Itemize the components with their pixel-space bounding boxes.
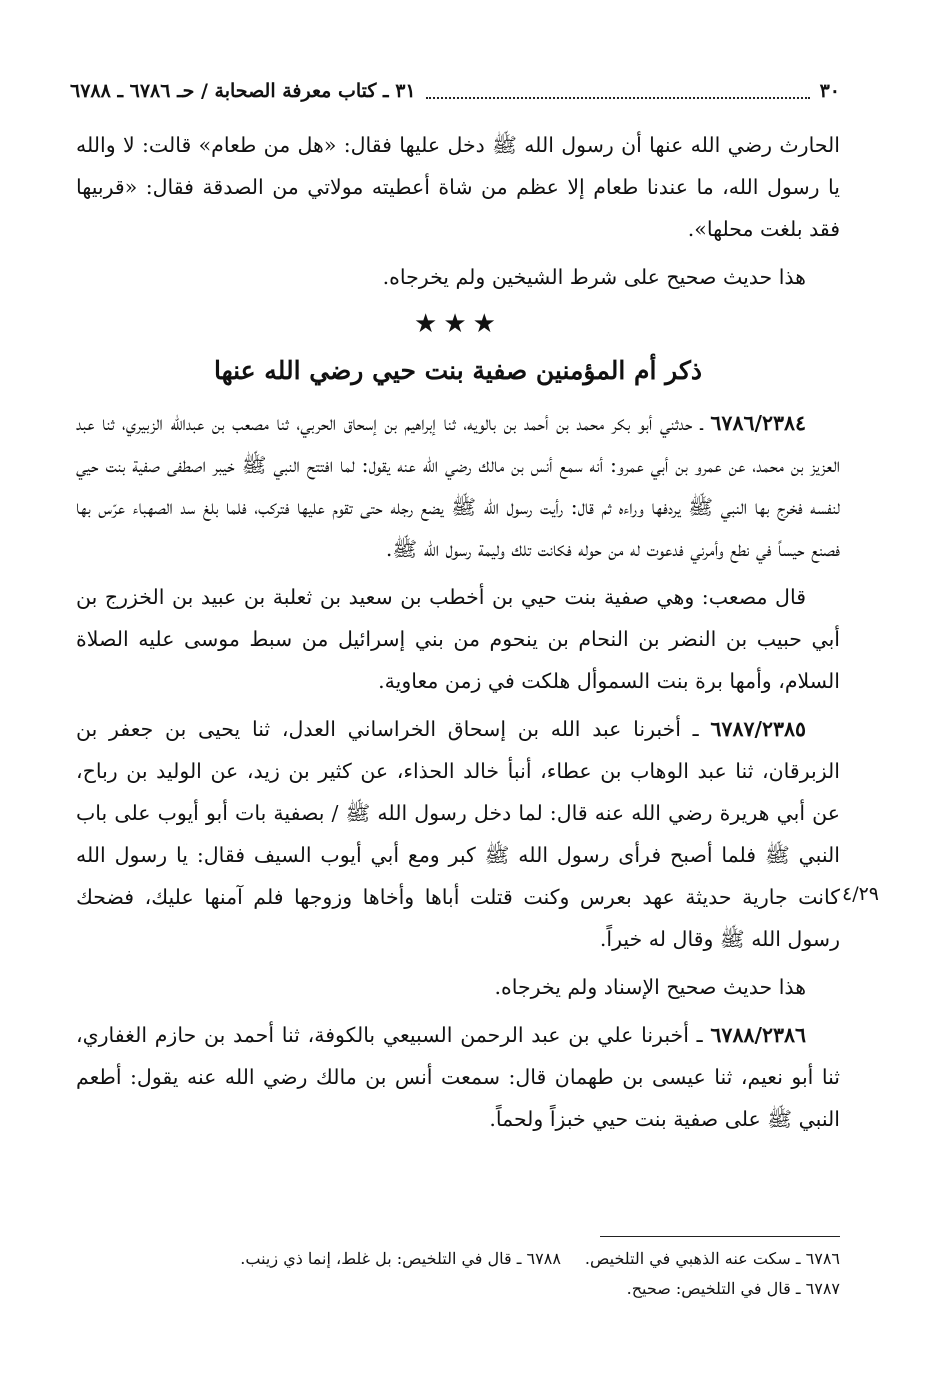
hadith-text: ـ حدثني أبو بكر محمد بن أحمد بن بالويه، ثنا إبراهيم بن إسحاق الحربي، ثنا مصعب بن عبدالله الزبيري، ثنا عبد العزيز بن محمد، عن عمرو بن أبي عمرو: أنه سمع أنس بن مالك رضي الله عنه يقول: لما افتتح النبي ﷺ خيبر اصطفى صفية بنت حيي لنفسه فخرج بها النبي ﷺ يردفها وراءه ثم قال: رأيت رسول الله ﷺ يضع رجله حتى تقوم عليها فتركب، فلما بلغ سد الصهباء عرّس بها فصنع حيساً في نطع وأمرني فدعوت له من حوله فكانت تلك وليمة رسول الله ﷺ. [76,411,840,561]
hadith-6786 [76,402,840,570]
footnote-6786: ٦٧٨٦ ـ سكت عنه الذهبي في التلخيص. [584,1249,840,1268]
marginal-volume-reference: ٤/٢٩ [842,883,880,905]
footnote-divider [600,1236,840,1237]
hadith-text: ـ أخبرنا عبد الله بن إسحاق الخراساني العدل، ثنا يحيى بن جعفر بن الزبرقان، ثنا عبد الوهاب بن عطاء، أنبأ خالد الحذاء، عن كثير بن زيد، عن الوليد بن رباح، عن أبي هريرة رضي الله عنه قال: لما دخل رسول الله ﷺ / بصفية بات أبو أيوب على باب النبي ﷺ فلما أصبح فرأى رسول الله ﷺ كبر ومع أبي أيوب السيف فقال: يا رسول الله كانت جارية حديثة عهد بعرس وكنت قتلت أباها وأخاها وزوجها فلم آمنها عليك، فضحك رسول الله ﷺ وقال له خيراً. [76,717,840,951]
grading-statement: هذا حديث صحيح الإسناد ولم يخرجاه. [494,975,806,999]
hadith-number: ٦٧٨٨/٢٣٨٦ [710,1023,806,1047]
footnotes [76,1244,840,1304]
continuation-paragraph: الحارث رضي الله عنها أن رسول الله ﷺ دخل عليها فقال: «هل من طعام» قالت: لا والله يا رسول الله، ما عندنا طعام إلا عظم من شاة أعطيته مولاتي من الصدقة فقال: «قربيها فقد بلغت محلها». [76,133,840,241]
page-header [70,74,840,108]
hadith-number: ٦٧٨٦/٢٣٨٤ [710,411,806,435]
mus-ab-lineage-note: قال مصعب: وهي صفية بنت حيي بن أخطب بن سعيد بن ثعلبة بن عبيد بن الخزرج بن أبي حبيب بن النضر بن النحام بن ينحوم من بني إسرائيل من سبط موسى عليه الصلاة السلام، وأمها برة بنت السموأل هلكت في زمن معاوية. [76,585,840,693]
footnote-6788: ٦٧٨٨ ـ قال في التلخيص: بل غلط، إنما ذي زينب. [240,1249,561,1268]
hadith-text: ـ أخبرنا علي بن عبد الرحمن السبيعي بالكوفة، ثنا أحمد بن حازم الغفاري، ثنا أبو نعيم، ثنا عيسى بن طهمان قال: سمعت أنس بن مالك رضي الله عنه يقول: أطعم النبي ﷺ على صفية بنت حيي خبزاً ولحماً. [76,1023,840,1131]
hadith-6788 [76,1014,840,1140]
hadith-number: ٦٧٨٧/٢٣٨٥ [710,717,806,741]
main-text [76,124,840,1146]
running-title: ٣١ ـ كتاب معرفة الصحابة / حـ ٦٧٨٦ ـ ٦٧٨٨ [70,80,416,102]
page-number: ٣٠ [819,80,840,102]
footnote-row [76,1244,840,1274]
section-title: ذكر أم المؤمنين صفية بنت حيي رضي الله عنها [213,356,702,385]
header-leader-dots [426,96,810,99]
hadith-6787 [76,708,840,960]
footnote-row [76,1274,840,1304]
section-separator-stars: ★★★ [414,309,502,339]
footnote-6787: ٦٧٨٧ ـ قال في التلخيص: صحيح. [626,1279,840,1298]
grading-statement: هذا حديث صحيح على شرط الشيخين ولم يخرجاه. [382,265,806,289]
